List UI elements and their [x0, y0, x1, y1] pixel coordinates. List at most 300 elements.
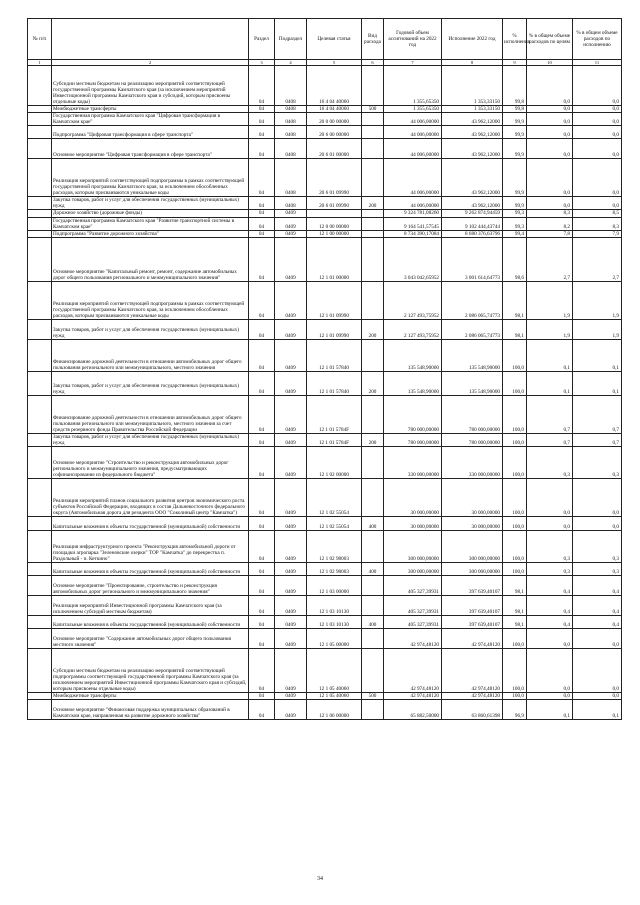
cell-share-exp: 0,0	[527, 159, 573, 197]
cell-razdel: 04	[249, 197, 275, 210]
cell-name: Финансирование дорожной деятельности в отношении автомобильных дорог общего пользования регионального или межмуниципального, местного значения	[52, 339, 249, 371]
cell-share-exp: 0,0	[527, 197, 573, 210]
cell-no	[28, 700, 52, 720]
cell-podrazdel: 0409	[275, 319, 307, 339]
cell-no	[28, 113, 52, 126]
cell-statya: 12 1 01 09990	[307, 319, 362, 339]
cell-podrazdel: 0409	[275, 339, 307, 371]
cell-vid	[362, 210, 384, 217]
cell-vid: 200	[362, 433, 384, 446]
cell-vid	[362, 531, 384, 563]
cell-pct: 99,9	[503, 126, 527, 139]
cell-share-exp: 0,0	[527, 517, 573, 531]
cell-share-exp: 0,7	[527, 433, 573, 446]
cell-podrazdel: 0409	[275, 517, 307, 531]
cell-share-exp: 0,7	[527, 395, 573, 433]
cell-podrazdel: 0408	[275, 106, 307, 113]
cell-name: Основное мероприятие "Цифровая трансформация в сфере транспорта"	[52, 139, 249, 159]
cell-name: Межбюджетные трансферты	[52, 693, 249, 700]
colnum: 9	[503, 60, 527, 66]
cell-statya: 20 0 00 00000	[307, 113, 362, 126]
cell-fact: 42 974,48120	[442, 629, 503, 649]
cell-name: Государственная программа Камчатского края "Цифровая трансформация в Камчатском крае"	[52, 113, 249, 126]
cell-fact: 135 548,90000	[442, 339, 503, 371]
cell-no	[28, 281, 52, 319]
cell-plan: 30 000,00000	[384, 479, 442, 517]
table-row	[28, 159, 622, 197]
cell-plan: 44 006,00000	[384, 139, 442, 159]
cell-share-total: 0,0	[573, 106, 622, 113]
cell-vid	[362, 230, 384, 237]
cell-vid: 200	[362, 197, 384, 210]
cell-name: Межбюджетные трансферты	[52, 106, 249, 113]
colnum: 8	[442, 60, 503, 66]
cell-fact: 780 000,00000	[442, 433, 503, 446]
cell-pct: 99,9	[503, 159, 527, 197]
cell-pct: 98,1	[503, 576, 527, 596]
cell-razdel: 04	[249, 629, 275, 649]
cell-fact: 1 353,33150	[442, 106, 503, 113]
header-pct: % исполнения	[503, 19, 527, 60]
cell-pct: 96,9	[503, 700, 527, 720]
cell-plan: 300 000,00000	[384, 563, 442, 576]
cell-statya: 12 1 01 57840	[307, 339, 362, 371]
cell-pct: 98,1	[503, 596, 527, 616]
cell-share-exp: 0,1	[527, 339, 573, 371]
cell-pct: 98,1	[503, 616, 527, 629]
cell-fact: 300 000,00000	[442, 531, 503, 563]
cell-vid	[362, 113, 384, 126]
cell-name: Подпрограмма "Цифровая трансформация в сфере транспорта"	[52, 126, 249, 139]
budget-table-page	[27, 18, 621, 720]
cell-no	[28, 395, 52, 433]
cell-vid	[362, 281, 384, 319]
cell-no	[28, 210, 52, 217]
cell-name: Закупка товаров, работ и услуг для обеспечения государственных (муниципальных) нужд	[52, 319, 249, 339]
cell-fact: 43 962,12000	[442, 126, 503, 139]
cell-pct: 100,0	[503, 339, 527, 371]
cell-name: Субсидии местным бюджетам на реализацию мероприятий соответствующей государственной программы Камчатского края (за исключением мероприятий Инвестиционной программы Камчатского края и субсидий, которым присвоены отдельные коды)	[52, 66, 249, 106]
cell-razdel: 04	[249, 339, 275, 371]
cell-fact: 300 000,00000	[442, 563, 503, 576]
cell-razdel: 04	[249, 126, 275, 139]
cell-razdel: 04	[249, 649, 275, 693]
cell-pct: 100,0	[503, 479, 527, 517]
cell-share-exp: 0,1	[527, 371, 573, 395]
cell-share-total: 0,0	[573, 159, 622, 197]
cell-razdel: 04	[249, 281, 275, 319]
cell-podrazdel: 0409	[275, 576, 307, 596]
table-row	[28, 237, 622, 281]
cell-pct: 99,3	[503, 210, 527, 217]
cell-statya: 12 1 06 00000	[307, 700, 362, 720]
cell-share-exp: 0,4	[527, 576, 573, 596]
table-row	[28, 616, 622, 629]
cell-fact: 397 639,40107	[442, 596, 503, 616]
cell-share-total: 1,9	[573, 319, 622, 339]
cell-plan: 780 000,00000	[384, 433, 442, 446]
cell-podrazdel: 0409	[275, 616, 307, 629]
cell-share-total: 0,0	[573, 66, 622, 106]
cell-share-exp: 1,9	[527, 281, 573, 319]
table-row	[28, 433, 622, 446]
cell-razdel: 04	[249, 210, 275, 217]
cell-pct: 98,1	[503, 281, 527, 319]
cell-plan: 8 734 390,17084	[384, 230, 442, 237]
colnum: 3	[249, 60, 275, 66]
cell-plan: 135 548,90000	[384, 371, 442, 395]
cell-pct: 100,0	[503, 433, 527, 446]
cell-statya: 12 1 05 40060	[307, 649, 362, 693]
cell-fact: 2 086 065,74773	[442, 281, 503, 319]
cell-name: Реализация инфраструктурного проекта "Реконструкция автомобильной дороги от площадки агропарка "Зеленовские озерки" ТОР "Камчатка" до перекрестка п. Раздольный - п. Кеткино"	[52, 531, 249, 563]
cell-vid	[362, 217, 384, 230]
cell-podrazdel: 0409	[275, 217, 307, 230]
cell-no	[28, 596, 52, 616]
table-row	[28, 210, 622, 217]
cell-no	[28, 197, 52, 210]
cell-plan: 405 327,39931	[384, 596, 442, 616]
cell-no	[28, 237, 52, 281]
cell-statya: 12 1 02 55054	[307, 517, 362, 531]
cell-name: Капитальные вложения в объекты государственной (муниципальной) собственности	[52, 563, 249, 576]
cell-plan: 135 548,90000	[384, 339, 442, 371]
cell-podrazdel: 0409	[275, 281, 307, 319]
cell-share-exp: 0,0	[527, 66, 573, 106]
cell-razdel: 04	[249, 106, 275, 113]
cell-plan: 3 043 042,65952	[384, 237, 442, 281]
cell-share-exp: 0,3	[527, 563, 573, 576]
cell-vid	[362, 649, 384, 693]
cell-name: Основное мероприятие "Строительство и реконструкция автомобильных дорог регионального и межмуниципального значения, предусматривающих софинансирование из федерального бюджета"	[52, 447, 249, 479]
cell-fact: 30 000,00000	[442, 479, 503, 517]
cell-pct: 100,0	[503, 371, 527, 395]
cell-statya: 20 6 01 09990	[307, 159, 362, 197]
header-share-total: % в общем объеме расходов по исполнению	[573, 19, 622, 60]
cell-statya: 12 1 03 00000	[307, 576, 362, 596]
cell-statya: 12 1 03 10130	[307, 616, 362, 629]
cell-statya: 12 1 02 55054	[307, 479, 362, 517]
table-row	[28, 395, 622, 433]
cell-share-total: 0,4	[573, 596, 622, 616]
cell-name: Государственная программа Камчатского края "Развитие транспортной системы в Камчатском крае"	[52, 217, 249, 230]
colnum: 10	[527, 60, 573, 66]
colnum: 5	[307, 60, 362, 66]
cell-share-total: 0,1	[573, 339, 622, 371]
table-row	[28, 563, 622, 576]
cell-razdel: 04	[249, 66, 275, 106]
cell-vid	[362, 159, 384, 197]
cell-razdel: 04	[249, 159, 275, 197]
cell-statya: 12 0 00 00000	[307, 217, 362, 230]
cell-plan: 9 164 541,57545	[384, 217, 442, 230]
cell-no	[28, 139, 52, 159]
cell-podrazdel: 0409	[275, 531, 307, 563]
colnum: 2	[52, 60, 249, 66]
cell-razdel: 04	[249, 479, 275, 517]
table-row	[28, 197, 622, 210]
cell-no	[28, 230, 52, 237]
cell-share-total: 1,9	[573, 281, 622, 319]
cell-podrazdel: 0409	[275, 210, 307, 217]
cell-pct: 98,1	[503, 319, 527, 339]
cell-podrazdel: 0409	[275, 596, 307, 616]
cell-statya: 16 4 04 40060	[307, 106, 362, 113]
cell-podrazdel: 0408	[275, 113, 307, 126]
cell-vid: 500	[362, 106, 384, 113]
cell-name: Дорожное хозяйство (дорожные фонды)	[52, 210, 249, 217]
cell-name: Подпрограмма "Развитие дорожного хозяйства"	[52, 230, 249, 237]
cell-pct: 100,0	[503, 693, 527, 700]
cell-statya: 12 1 05 40060	[307, 693, 362, 700]
cell-share-total: 0,4	[573, 576, 622, 596]
cell-vid: 500	[362, 693, 384, 700]
cell-pct: 100,0	[503, 629, 527, 649]
cell-share-exp: 0,3	[527, 531, 573, 563]
cell-name: Закупка товаров, работ и услуг для обеспечения государственных (муниципальных) нужд	[52, 197, 249, 210]
cell-pct: 100,0	[503, 447, 527, 479]
cell-plan: 780 000,00000	[384, 395, 442, 433]
table-header	[28, 19, 622, 66]
table-row	[28, 230, 622, 237]
cell-statya: 12 1 03 10130	[307, 596, 362, 616]
cell-name: Реализация мероприятий планов социального развития центров экономического роста субъектов Российской Федерации, входящих в состав Дальневосточного федерального округа (Автомобильная дорога для резидента ООО "Соколиный центр "Камчатка")	[52, 479, 249, 517]
cell-statya: 12 1 01 5784F	[307, 433, 362, 446]
cell-name: Капитальные вложения в объекты государственной (муниципальной) собственности	[52, 517, 249, 531]
cell-statya: 12 1 01 09990	[307, 281, 362, 319]
cell-share-total: 0,7	[573, 433, 622, 446]
cell-share-exp: 0,0	[527, 649, 573, 693]
cell-no	[28, 576, 52, 596]
cell-share-total: 0,1	[573, 700, 622, 720]
cell-fact: 780 000,00000	[442, 395, 503, 433]
header-fact: Исполнение 2022 год	[442, 19, 503, 60]
cell-fact: 330 000,00000	[442, 447, 503, 479]
table-row	[28, 139, 622, 159]
cell-plan: 42 974,48120	[384, 629, 442, 649]
cell-vid: 200	[362, 319, 384, 339]
header-razdel: Раздел	[249, 19, 275, 60]
cell-no	[28, 371, 52, 395]
cell-name: Основное мероприятие "Финансовая поддержка муниципальных образований в Камчатском крае, направленная на развитие дорожного хозяйства"	[52, 700, 249, 720]
header-statya: Целевая статья	[307, 19, 362, 60]
cell-name: Основное мероприятие "Капитальный ремонт, ремонт, содержание автомобильных дорог общего пользования регионального и межмуниципального значения"	[52, 237, 249, 281]
cell-name: Реализация мероприятий Инвестиционной программы Камчатского края (за исключением субсидий местным бюджетам)	[52, 596, 249, 616]
cell-razdel: 04	[249, 139, 275, 159]
cell-share-total: 2,7	[573, 237, 622, 281]
cell-share-total: 0,0	[573, 479, 622, 517]
table-row	[28, 596, 622, 616]
table-row	[28, 693, 622, 700]
table-row	[28, 447, 622, 479]
cell-podrazdel: 0409	[275, 693, 307, 700]
cell-share-exp: 0,1	[527, 700, 573, 720]
cell-fact: 30 000,00000	[442, 517, 503, 531]
table-row	[28, 479, 622, 517]
cell-podrazdel: 0409	[275, 629, 307, 649]
cell-share-exp: 0,0	[527, 113, 573, 126]
cell-razdel: 04	[249, 113, 275, 126]
cell-pct: 100,0	[503, 395, 527, 433]
cell-fact: 42 974,48120	[442, 649, 503, 693]
cell-statya: 12 1 01 57840	[307, 371, 362, 395]
cell-plan: 1 355,65350	[384, 66, 442, 106]
cell-vid	[362, 629, 384, 649]
table-row	[28, 649, 622, 693]
cell-plan: 65 882,50000	[384, 700, 442, 720]
cell-share-total: 0,0	[573, 649, 622, 693]
cell-share-exp: 0,0	[527, 479, 573, 517]
cell-vid	[362, 447, 384, 479]
cell-razdel: 04	[249, 433, 275, 446]
cell-plan: 42 974,48120	[384, 693, 442, 700]
page-number: 34	[317, 876, 323, 882]
cell-no	[28, 339, 52, 371]
colnum: 7	[384, 60, 442, 66]
cell-share-total: 0,0	[573, 693, 622, 700]
cell-statya: 12 1 01 5784F	[307, 395, 362, 433]
cell-share-exp: 1,9	[527, 319, 573, 339]
cell-no	[28, 66, 52, 106]
cell-fact: 9 262 874,94459	[442, 210, 503, 217]
table-row	[28, 629, 622, 649]
cell-razdel: 04	[249, 237, 275, 281]
cell-vid	[362, 339, 384, 371]
table-row	[28, 531, 622, 563]
cell-share-exp: 0,0	[527, 629, 573, 649]
cell-pct: 99,8	[503, 106, 527, 113]
cell-name: Основное мероприятие "Содержание автомобильных дорог общего пользования местного значения"	[52, 629, 249, 649]
cell-podrazdel: 0408	[275, 159, 307, 197]
cell-no	[28, 563, 52, 576]
cell-plan: 1 355,65350	[384, 106, 442, 113]
cell-vid: 400	[362, 563, 384, 576]
cell-share-total: 0,0	[573, 197, 622, 210]
cell-razdel: 04	[249, 371, 275, 395]
cell-plan: 42 974,48120	[384, 649, 442, 693]
cell-name: Финансирование дорожной деятельности в отношении автомобильных дорог общего пользования регионального или межмуниципального, местного значения за счет средств резервного фонда Правительства Российской Федерации	[52, 395, 249, 433]
cell-no	[28, 517, 52, 531]
cell-vid	[362, 237, 384, 281]
cell-no	[28, 693, 52, 700]
colnum: 6	[362, 60, 384, 66]
cell-share-total: 0,7	[573, 395, 622, 433]
cell-vid	[362, 700, 384, 720]
cell-vid: 400	[362, 616, 384, 629]
cell-pct: 98,6	[503, 237, 527, 281]
cell-name: Закупка товаров, работ и услуг для обеспечения государственных (муниципальных) нужд	[52, 433, 249, 446]
cell-pct: 100,0	[503, 649, 527, 693]
cell-fact: 9 102 444,43744	[442, 217, 503, 230]
cell-podrazdel: 0408	[275, 197, 307, 210]
cell-name: Капитальные вложения в объекты государственной (муниципальной) собственности	[52, 616, 249, 629]
cell-plan: 44 006,00000	[384, 113, 442, 126]
cell-statya: 20 6 01 09990	[307, 197, 362, 210]
cell-no	[28, 217, 52, 230]
cell-razdel: 04	[249, 693, 275, 700]
cell-razdel: 04	[249, 616, 275, 629]
cell-share-exp: 0,0	[527, 106, 573, 113]
cell-statya: 20 6 01 00000	[307, 139, 362, 159]
cell-name: Реализация мероприятий соответствующей подпрограммы в рамках соответствующей государственной программы Камчатского края, за исключением обособленных расходов, которым присваиваются уникальные коды	[52, 159, 249, 197]
header-no: № п/п	[28, 19, 52, 60]
cell-no	[28, 479, 52, 517]
cell-razdel: 04	[249, 531, 275, 563]
cell-pct: 99,8	[503, 66, 527, 106]
cell-fact: 42 974,48120	[442, 693, 503, 700]
header-name	[52, 19, 249, 60]
cell-pct: 99,9	[503, 197, 527, 210]
cell-plan: 30 000,00000	[384, 517, 442, 531]
header-vid: Вид расхода	[362, 19, 384, 60]
cell-podrazdel: 0409	[275, 479, 307, 517]
cell-pct: 100,0	[503, 531, 527, 563]
cell-name: Закупка товаров, работ и услуг для обеспечения государственных (муниципальных) нужд	[52, 371, 249, 395]
cell-vid	[362, 139, 384, 159]
cell-share-exp: 0,4	[527, 616, 573, 629]
cell-vid	[362, 576, 384, 596]
cell-pct: 99,9	[503, 139, 527, 159]
cell-share-total: 7,9	[573, 230, 622, 237]
cell-plan: 44 006,00000	[384, 197, 442, 210]
header-plan: Годовой объем ассигнований на 2022 год	[384, 19, 442, 60]
cell-razdel: 04	[249, 319, 275, 339]
cell-no	[28, 531, 52, 563]
cell-no	[28, 649, 52, 693]
cell-razdel: 04	[249, 563, 275, 576]
cell-no	[28, 126, 52, 139]
cell-share-total: 0,0	[573, 126, 622, 139]
cell-razdel: 04	[249, 517, 275, 531]
cell-statya: 12 1 02 98003	[307, 531, 362, 563]
cell-fact: 8 680 376,63796	[442, 230, 503, 237]
cell-share-total: 0,0	[573, 629, 622, 649]
cell-share-exp: 0,4	[527, 596, 573, 616]
cell-podrazdel: 0409	[275, 447, 307, 479]
cell-vid	[362, 126, 384, 139]
cell-podrazdel: 0409	[275, 371, 307, 395]
header-podrazdel: Подраздел	[275, 19, 307, 60]
cell-name: Основное мероприятие "Проектирование, строительство и реконструкция автомобильных дорог регионального и межмуниципального значения"	[52, 576, 249, 596]
cell-share-total: 0,0	[573, 139, 622, 159]
cell-statya	[307, 210, 362, 217]
cell-no	[28, 616, 52, 629]
cell-share-total: 0,3	[573, 563, 622, 576]
colnum: 1	[28, 60, 52, 66]
cell-razdel: 04	[249, 217, 275, 230]
cell-pct: 99,9	[503, 113, 527, 126]
table-row	[28, 319, 622, 339]
cell-share-exp: 0,0	[527, 139, 573, 159]
colnum: 4	[275, 60, 307, 66]
cell-fact: 2 086 065,74773	[442, 319, 503, 339]
cell-vid: 200	[362, 371, 384, 395]
cell-no	[28, 106, 52, 113]
cell-statya: 12 1 01 00000	[307, 237, 362, 281]
table-row	[28, 281, 622, 319]
cell-statya: 16 4 04 40060	[307, 66, 362, 106]
table-row	[28, 517, 622, 531]
cell-vid	[362, 479, 384, 517]
cell-razdel: 04	[249, 596, 275, 616]
cell-razdel: 04	[249, 230, 275, 237]
cell-pct: 100,0	[503, 563, 527, 576]
cell-podrazdel: 0408	[275, 139, 307, 159]
cell-fact: 397 639,40107	[442, 616, 503, 629]
cell-podrazdel: 0409	[275, 649, 307, 693]
cell-share-exp: 8,2	[527, 217, 573, 230]
cell-share-exp: 0,0	[527, 693, 573, 700]
